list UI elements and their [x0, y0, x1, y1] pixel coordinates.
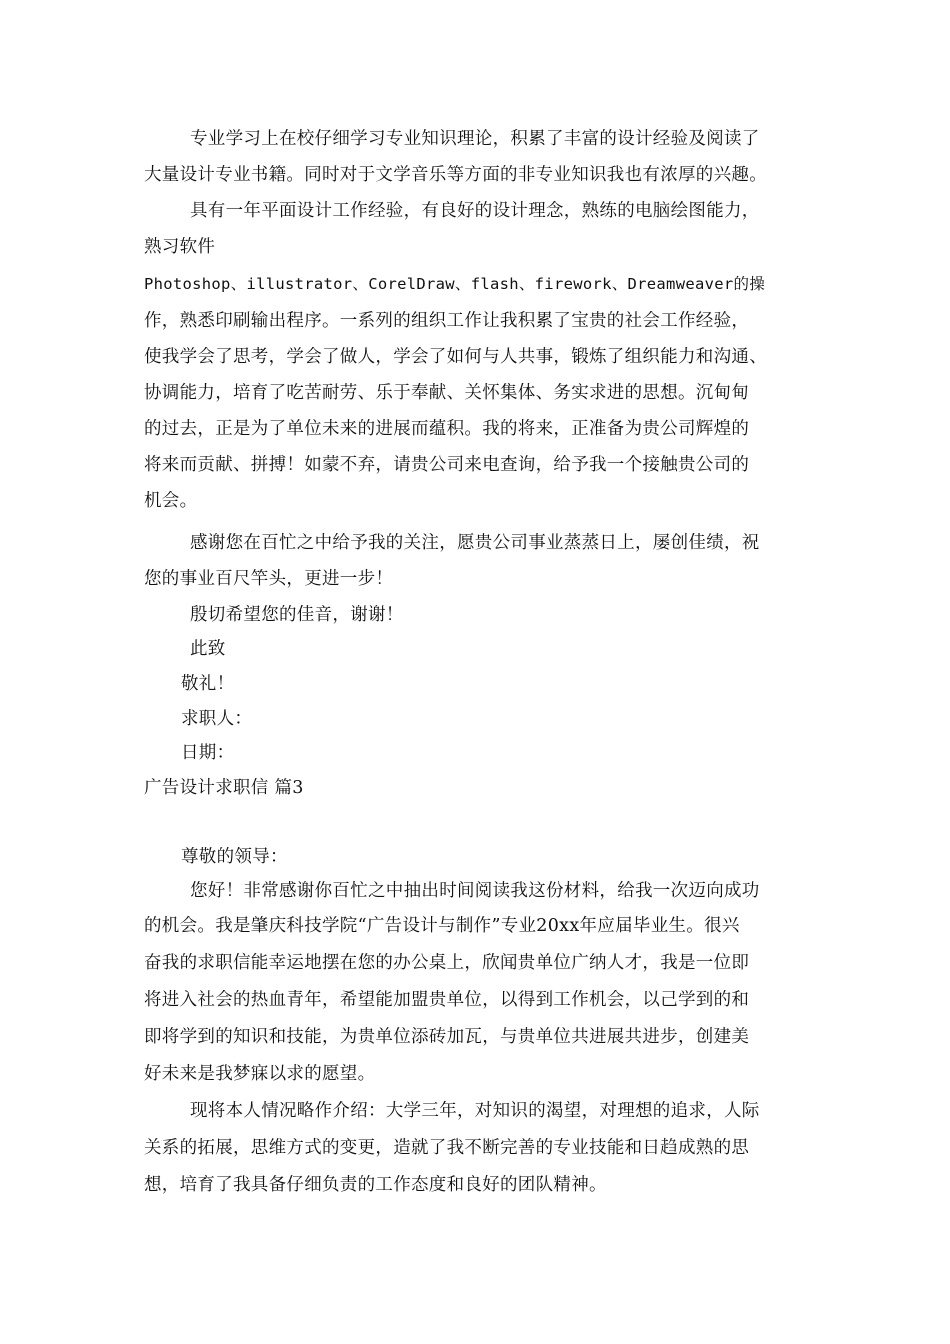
body-text-line: 协调能力，培育了吃苦耐劳、乐于奉献、关怀集体、务实求进的思想。沉甸甸: [144, 383, 750, 403]
body-text-line: Photoshop、illustrator、CorelDraw、flash、firework、Dreamweaver的操: [144, 275, 766, 293]
section-heading: 广告设计求职信 篇3: [144, 778, 304, 798]
signature-line: 求职人：: [181, 709, 253, 729]
body-text-line: 您的事业百尺竿头，更进一步！: [144, 569, 394, 589]
body-text-line: 将进入社会的热血青年，希望能加盟贵单位，以得到工作机会，以己学到的和: [144, 990, 750, 1010]
body-text-line: 具有一年平面设计工作经验，有良好的设计理念，熟练的电脑绘图能力，: [190, 201, 760, 221]
body-text-line: 即将学到的知识和技能，为贵单位添砖加瓦，与贵单位共进展共进步，创建美: [144, 1027, 750, 1047]
body-text-line: 机会。: [144, 491, 198, 511]
salutation-line: 敬礼！: [181, 674, 235, 694]
salutation-line: 此致: [190, 639, 226, 659]
greeting-line: 尊敬的领导：: [181, 847, 288, 867]
body-text-line: 感谢您在百忙之中给予我的关注，愿贵公司事业蒸蒸日上，屡创佳绩，祝: [190, 533, 760, 553]
body-text-line: 关系的拓展，思维方式的变更，造就了我不断完善的专业技能和日趋成熟的思: [144, 1138, 750, 1158]
body-text-line: 的过去，正是为了单位未来的进展而蕴积。我的将来，正准备为贵公司辉煌的: [144, 419, 750, 439]
body-text-line: 奋我的求职信能幸运地摆在您的办公桌上，欣闻贵单位广纳人才，我是一位即: [144, 953, 750, 973]
body-text-line: 将来而贡献、拼搏！如蒙不弃，请贵公司来电查询，给予我一个接触贵公司的: [144, 455, 750, 475]
date-line: 日期：: [181, 743, 235, 763]
body-text-line: 的机会。我是肇庆科技学院“广告设计与制作”专业20xx年应届毕业生。很兴: [144, 916, 740, 936]
body-text-line: 好未来是我梦寐以求的愿望。: [144, 1064, 376, 1084]
closing-line: 殷切希望您的佳音，谢谢！: [190, 605, 404, 625]
body-text-line: 作，熟悉印刷输出程序。一系列的组织工作让我积累了宝贵的社会工作经验，: [144, 311, 750, 331]
body-text-line: 熟习软件: [144, 237, 216, 257]
body-text-line: 现将本人情况略作介绍：大学三年，对知识的渴望，对理想的追求，人际: [190, 1101, 760, 1121]
body-text-line: 大量设计专业书籍。同时对于文学音乐等方面的非专业知识我也有浓厚的兴趣。: [144, 165, 767, 185]
body-text-line: 专业学习上在校仔细学习专业知识理论，积累了丰富的设计经验及阅读了: [190, 129, 760, 149]
body-text-line: 使我学会了思考，学会了做人，学会了如何与人共事，锻炼了组织能力和沟通、: [144, 347, 767, 367]
body-text-line: 想，培育了我具备仔细负责的工作态度和良好的团队精神。: [144, 1175, 607, 1195]
body-text-line: 您好！非常感谢你百忙之中抽出时间阅读我这份材料，给我一次迈向成功: [190, 881, 760, 901]
